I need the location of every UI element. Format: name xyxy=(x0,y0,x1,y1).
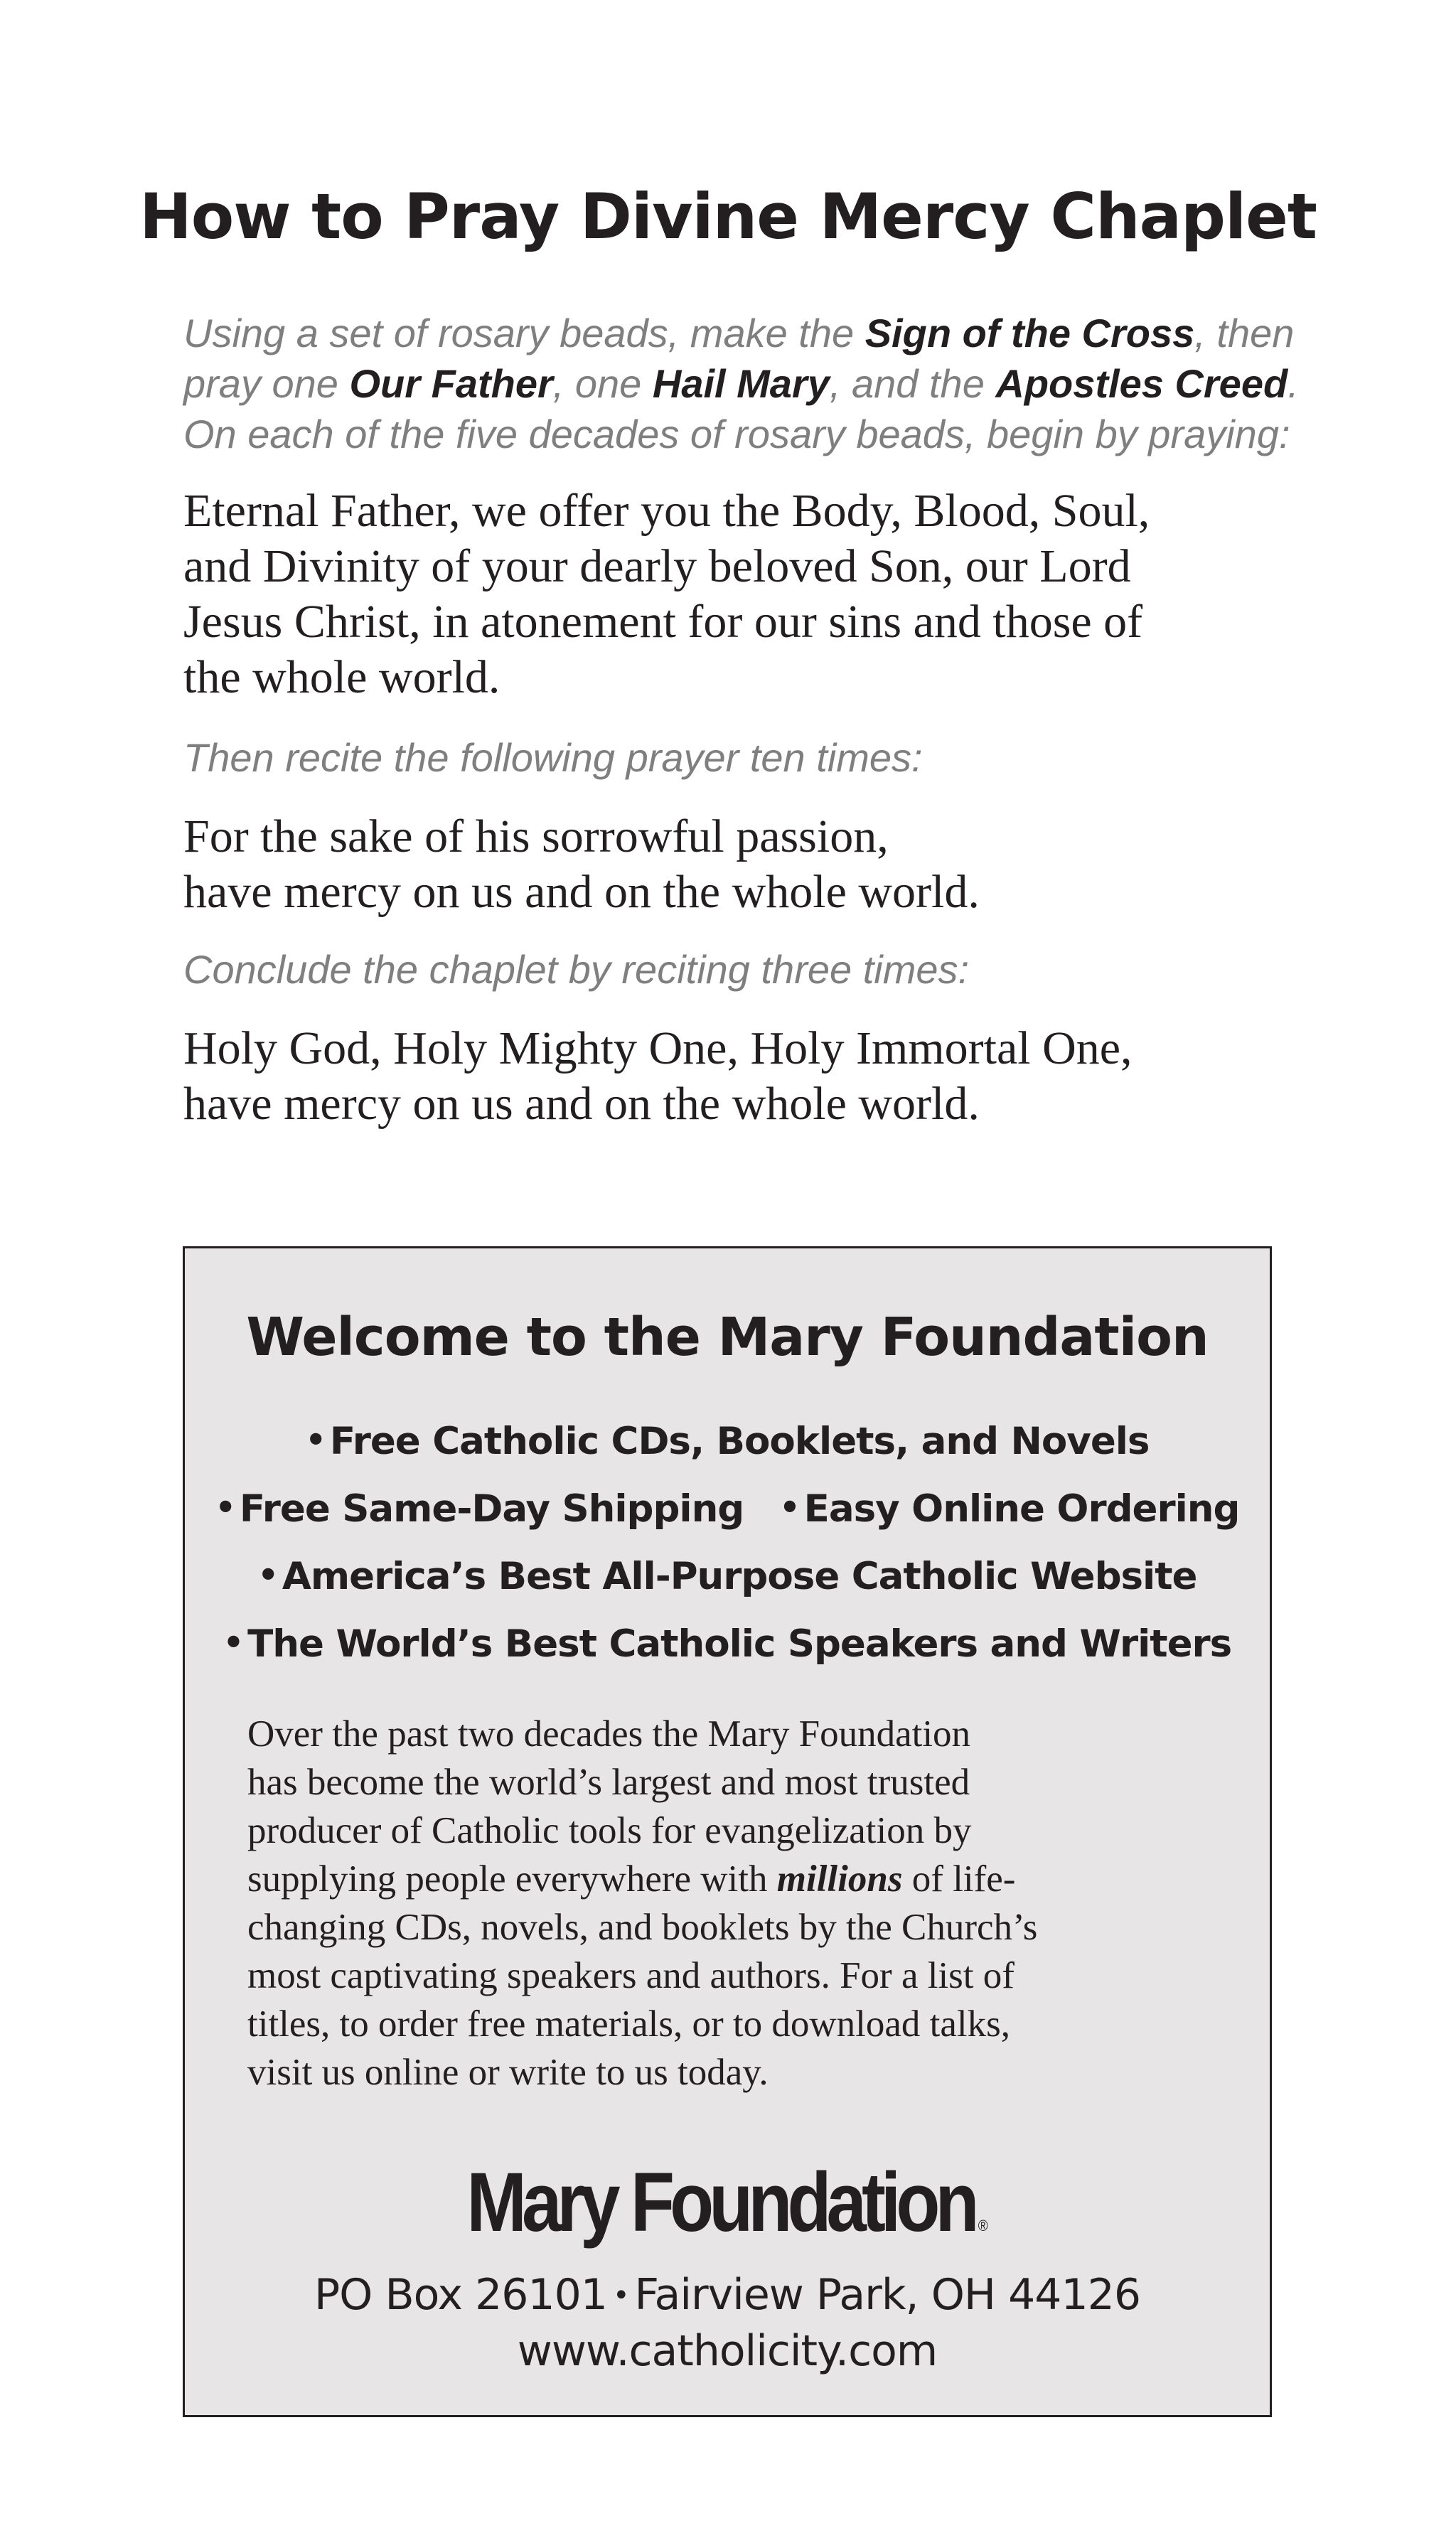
three-times-instruction: Conclude the chaplet by reciting three times: xyxy=(183,947,970,992)
list-item: • America’s Best All-Purpose Catholic Website xyxy=(257,1555,1197,1598)
mary-foundation-logo: Mary Foundation ® xyxy=(466,2156,988,2249)
mary-foundation-box xyxy=(183,1246,1272,2417)
sign-of-the-cross-term: Sign of the Cross xyxy=(864,311,1195,355)
prayer-line: have mercy on us and on the whole world. xyxy=(183,866,980,918)
prayer-line: Holy God, Holy Mighty One, Holy Immortal One, xyxy=(183,1022,1133,1074)
millions-emphasis: millions xyxy=(776,1858,903,1900)
hail-mary-term: Hail Mary xyxy=(652,361,830,406)
website-url: www.catholicity.com xyxy=(517,2326,938,2376)
page-title: How to Pray Divine Mercy Chaplet xyxy=(139,180,1317,253)
prayer-line: For the sake of his sorrowful passion, xyxy=(183,810,889,862)
sorrowful-passion-prayer xyxy=(183,809,1292,920)
about-paragraph: Over the past two decades the Mary Foundation has become the world’s largest and most trusted producer of Catholic tools for evangelization by supplying people everywhere with millions of life- changing CDs, novels, and booklets by the Church’s most captivating speakers and authors. For a list of titles, to order free materials, or to download talks, visit us online or write to us today. xyxy=(247,1713,1038,2093)
bullet-icon: • xyxy=(215,1488,235,1526)
bullet-icon: • xyxy=(257,1556,278,1594)
prayer-line: Jesus Christ, in atonement for our sins and those of xyxy=(183,596,1143,648)
holy-god-prayer xyxy=(183,1021,1292,1132)
intro-line-2: pray one Our Father, one Hail Mary, and the Apostles Creed. xyxy=(183,361,1299,406)
list-item: • The World’s Best Catholic Speakers and Writers xyxy=(223,1622,1232,1666)
list-item: • Free Catholic CDs, Booklets, and Novels xyxy=(305,1420,1150,1463)
intro-line-3: On each of the five decades of rosary beads, begin by praying: xyxy=(183,412,1290,456)
apostles-creed-term: Apostles Creed xyxy=(995,361,1288,406)
box-title: Welcome to the Mary Foundation xyxy=(246,1307,1209,1368)
postal-address: PO Box 26101 • Fairview Park, OH 44126 xyxy=(314,2270,1140,2320)
registered-mark: ® xyxy=(978,2217,988,2234)
prayer-line: Eternal Father, we offer you the Body, Blood, Soul, xyxy=(183,485,1150,537)
contact-info xyxy=(185,2267,1270,2379)
bullet-icon: • xyxy=(779,1488,800,1526)
prayer-line: the whole world. xyxy=(183,651,500,703)
list-item: • Free Same-Day Shipping • Easy Online Ordering xyxy=(215,1487,1240,1531)
feature-list xyxy=(185,1407,1270,1677)
our-father-term: Our Father xyxy=(349,361,553,406)
bullet-icon: • xyxy=(223,1623,244,1661)
prayer-line: and Divinity of your dearly beloved Son, our Lord xyxy=(183,540,1131,592)
intro-line-1: Using a set of rosary beads, make the Sign of the Cross, then xyxy=(183,311,1295,355)
eternal-father-prayer xyxy=(183,483,1292,705)
prayer-line: have mercy on us and on the whole world. xyxy=(183,1078,980,1130)
intro-instructions xyxy=(183,308,1299,459)
bullet-icon: • xyxy=(305,1420,326,1459)
bullet-icon: • xyxy=(612,2279,629,2312)
ten-times-instruction: Then recite the following prayer ten times: xyxy=(183,735,923,780)
